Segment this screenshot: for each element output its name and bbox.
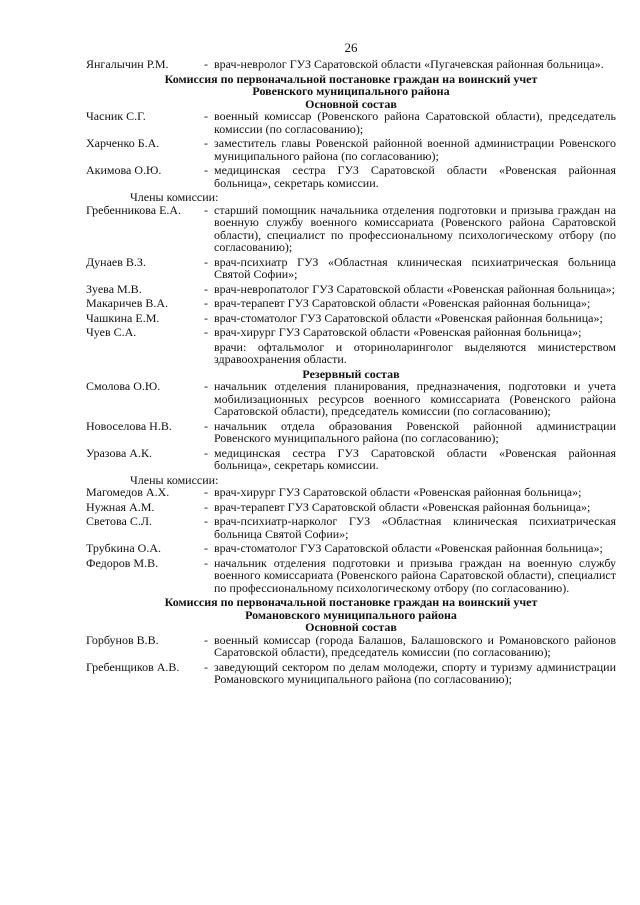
member-name: Трубкина О.А. (86, 541, 161, 555)
member-name: Горбунов В.В. (86, 632, 159, 647)
member-entry (86, 164, 616, 189)
member-position: военный комиссар (Ровенского района Саратовской области), председатель комиссии (по согласованию); (214, 109, 616, 136)
member-position: врач-психиатр ГУЗ «Областная клиническая психиатрическая больница Святой Софии»; (214, 254, 616, 281)
member-name: Дунаев В.З. (86, 254, 146, 269)
section-subheading: Основной состав (305, 620, 397, 634)
dash-separator: - (204, 202, 208, 217)
member-name: Зуева М.В. (86, 281, 142, 296)
member-position: медицинская сестра ГУЗ Саратовской области «Ровенская районная больница», секретарь комиссии. (214, 445, 616, 472)
member-entry (86, 283, 616, 296)
member-name: Нужная А.М. (86, 499, 155, 514)
member-position: врач-хирург ГУЗ Саратовской области «Ровенская районная больница»; (214, 485, 582, 499)
member-position: начальник отделения планирования, предназначения, подготовки и учета мобилизационных ресурсов военного комиссариата (Ровенского района Саратовской области), председатель комиссии (по согласованию); (214, 379, 616, 418)
dash-separator: - (204, 499, 208, 514)
dash-separator: - (204, 379, 208, 393)
dash-separator: - (204, 555, 208, 570)
dash-separator: - (204, 632, 208, 647)
member-entry (86, 110, 616, 135)
member-name: Чашкина Е.М. (86, 310, 160, 325)
member-entry (86, 661, 616, 686)
member-entry (86, 486, 616, 499)
commission-heading: Ровенского муниципального района (252, 84, 450, 98)
dash-separator: - (204, 418, 208, 433)
dash-separator: - (204, 445, 208, 460)
member-entry (86, 501, 616, 514)
dash-separator: - (204, 485, 208, 499)
member-name: Новоселова Н.В. (86, 418, 172, 433)
member-position: врач-стоматолог ГУЗ Саратовской области «Ровенская районная больница»; (214, 541, 603, 555)
member-position: начальник отдела образования Ровенской районной администрации Ровенского муниципального района (по согласованию); (214, 418, 616, 445)
member-position: заместитель главы Ровенской районной военной администрации Ровенского муниципального района (по согласованию); (214, 136, 616, 163)
member-name: Уразова А.К. (86, 445, 152, 460)
member-position: врач-стоматолог ГУЗ Саратовской области «Ровенская районная больница»; (214, 310, 603, 325)
dash-separator: - (204, 541, 208, 555)
member-position: врач-психиатр-нарколог ГУЗ «Областная клиническая психиатрическая больница Святой Софии»; (214, 514, 616, 541)
member-name: Магомедов А.Х. (86, 485, 170, 499)
member-entry (86, 204, 616, 254)
dash-separator: - (204, 310, 208, 325)
member-position: заведующий сектором по делам молодежи, спорту и туризму администрации Романовского муниципального района (по согласованию); (214, 659, 616, 686)
member-entry (86, 58, 616, 71)
member-entry (86, 380, 616, 418)
member-entry (86, 297, 616, 310)
member-entry (86, 557, 616, 595)
member-position: врач-терапевт ГУЗ Саратовской области «Ровенская районная больница»; (214, 499, 591, 514)
member-name: Янгалычин Р.М. (86, 57, 169, 71)
dash-separator: - (204, 136, 208, 150)
member-name: Светова С.Л. (86, 514, 152, 528)
members-label: Члены комиссии: (130, 472, 219, 487)
member-position: начальник отделения подготовки и призыва граждан на военную службу военного комиссариата (Ровенского района Саратовской области), специалист по профессиональному психологическому отбору (по согласованию). (214, 555, 616, 595)
members-label: Члены комиссии: (130, 190, 219, 204)
dash-separator: - (204, 281, 208, 296)
dash-separator: - (204, 296, 208, 310)
member-name: Макаричев В.А. (86, 296, 169, 310)
dash-separator: - (204, 659, 208, 674)
member-position: врач-невропатолог ГУЗ Саратовской области «Ровенская районная больница»; (214, 281, 615, 296)
member-position: врач-невролог ГУЗ Саратовской области «Пугачевская районная больница». (214, 57, 604, 71)
member-name: Чуев С.А. (86, 325, 137, 339)
member-entry (86, 312, 616, 325)
dash-separator: - (204, 57, 208, 71)
member-name: Смолова О.Ю. (86, 379, 161, 393)
member-entry (86, 515, 616, 540)
member-name: Федоров М.В. (86, 555, 159, 570)
member-position: врач-хирург ГУЗ Саратовской области «Ровенская районная больница»; (214, 325, 582, 339)
dash-separator: - (204, 109, 208, 123)
page-number: 26 (344, 40, 358, 55)
member-name: Гребенникова Е.А. (86, 202, 182, 217)
note-text: врачи: офтальмолог и оториноларинголог выделяются министерством здравоохранения области. (214, 339, 616, 366)
member-entry (86, 137, 616, 162)
section-subheading: Резервный состав (302, 366, 400, 381)
member-entry (86, 256, 616, 281)
member-position: медицинская сестра ГУЗ Саратовской области «Ровенская районная больница», секретарь комиссии. (214, 163, 616, 190)
document-body (86, 58, 616, 686)
commission-heading: Романовского муниципального района (245, 607, 457, 622)
dash-separator: - (204, 325, 208, 339)
dash-separator: - (204, 254, 208, 269)
member-entry (86, 420, 616, 445)
dash-separator: - (204, 514, 208, 528)
member-position: военный комиссар (города Балашов, Балашовского и Романовского районов Саратовской области), председатель комиссии (по согласованию); (214, 632, 616, 659)
member-name: Гребенщиков А.В. (86, 659, 180, 674)
member-position: старший помощник начальника отделения подготовки и призыва граждан на военную службу военного комиссариата (Ровенского района Саратовской области), специалист по профессиональному психологическому отбору (по согласованию); (214, 202, 616, 254)
member-entry (86, 447, 616, 472)
member-entry (86, 326, 616, 339)
commission-heading: Комиссия по первоначальной постановке граждан на воинский учет (164, 71, 538, 86)
member-name: Харченко Б.А. (86, 136, 160, 150)
section-subheading: Основной состав (305, 96, 397, 111)
member-entry (86, 634, 616, 659)
dash-separator: - (204, 163, 208, 177)
member-name: Часник С.Г. (86, 109, 146, 123)
member-entry (86, 542, 616, 555)
commission-heading: Комиссия по первоначальной постановке граждан на воинский учет (164, 595, 538, 609)
member-position: врач-терапевт ГУЗ Саратовской области «Ровенская районная больница»; (214, 296, 591, 310)
member-name: Акимова О.Ю. (86, 163, 162, 177)
